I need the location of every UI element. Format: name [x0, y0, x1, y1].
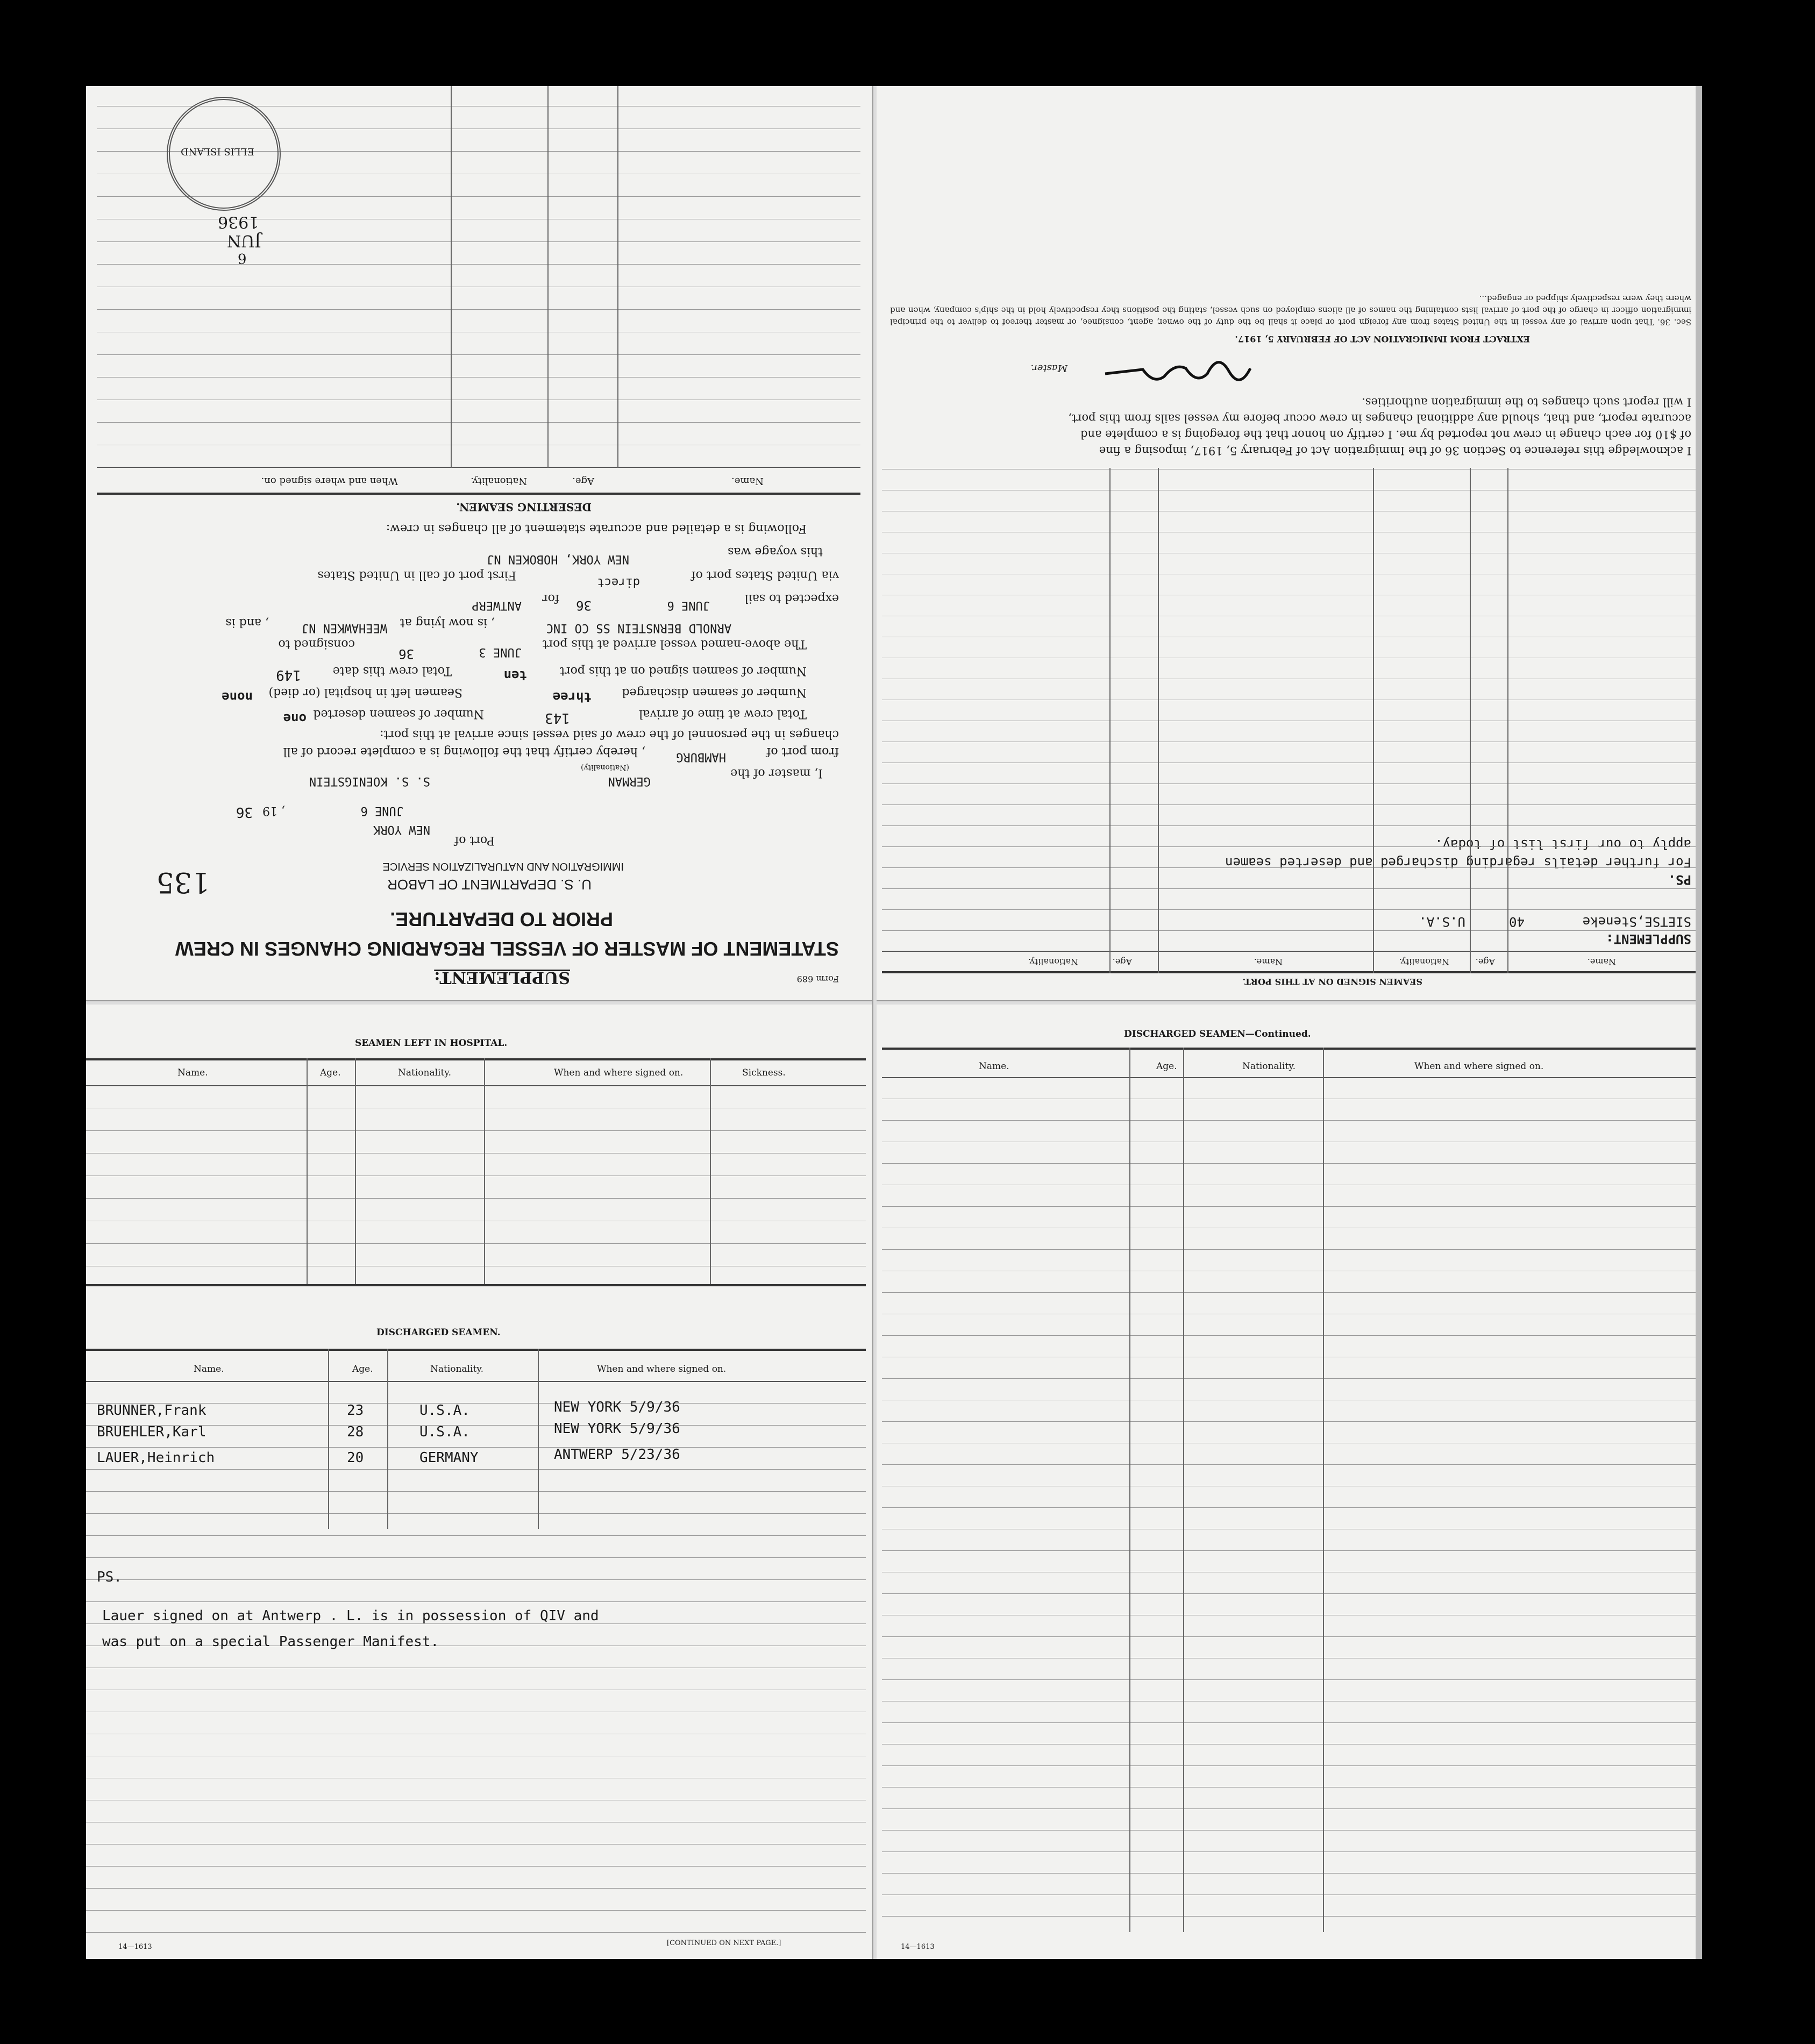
- signed-on-col-age-1: Age.: [1475, 957, 1495, 967]
- discharged-footer-continued: [CONTINUED ON NEXT PAGE.]: [667, 1939, 781, 1947]
- table-rule-line: [86, 1535, 866, 1536]
- hospital-col-nationality: Nationality.: [398, 1067, 452, 1078]
- changes-text: changes in the personnel of the crew of said vessel since arrival at this port:: [380, 728, 839, 741]
- signed-on-ps-label: PS.: [1668, 872, 1691, 887]
- hospital-col-name: Name.: [177, 1067, 208, 1078]
- total-crew-date-label: Total crew this date: [332, 664, 452, 678]
- voyage-label: this voyage was: [728, 545, 823, 558]
- discharged-col-name: Name.: [194, 1364, 224, 1374]
- supplement-label: SUPPLEMENT:: [1606, 931, 1691, 946]
- first-port-label: First port of call in United States: [317, 568, 516, 582]
- form-number: Form 689: [796, 974, 839, 984]
- year-value: 36: [236, 804, 253, 820]
- table-rule-line: [86, 1601, 866, 1602]
- table-rule-line: [882, 888, 1697, 889]
- document-sheet: [86, 86, 1702, 1959]
- signed-on-col-age-2: Age.: [1112, 957, 1132, 967]
- year-prefix: , 19: [262, 804, 285, 817]
- signed-on-table-body: [882, 468, 1697, 952]
- deserted-value: one: [283, 711, 307, 726]
- form-back-upside-down: [877, 86, 1702, 1000]
- table-rule-line: [97, 377, 860, 378]
- lying-label: , is now lying at: [400, 616, 495, 629]
- signed-on-heading: SEAMEN SIGNED ON AT THIS PORT.: [1242, 977, 1422, 987]
- acknowledge-line-4: I will report such changes to the immigration authorities.: [1362, 396, 1691, 409]
- signed-on-value: ten: [503, 668, 527, 683]
- total-crew-label: Total crew at time of arrival: [639, 707, 807, 721]
- signed-on-ps-text-2: apply to our first list of today.: [1435, 837, 1691, 852]
- stamp-day: 6: [238, 250, 247, 266]
- hospital-label: Seamen left in hospital (or died): [268, 686, 462, 699]
- extract-heading: EXTRACT FROM IMMIGRATION ACT OF FEBRUARY 5, 1917.: [1235, 334, 1530, 344]
- signed-on-col-name-1: Name.: [1587, 957, 1616, 967]
- discharged-cont-col-signed: When and where signed on.: [1414, 1061, 1544, 1072]
- table-rule-line: [882, 1163, 1697, 1164]
- stamp-text: ELLIS ISLAND: [181, 146, 254, 157]
- acknowledge-line-1: I acknowledge this reference to Section 36 of the Immigration Act of February 5, 1917, imposing a fine: [1099, 444, 1691, 457]
- for-label: for: [542, 592, 559, 605]
- fold-line-horizontal: [86, 1000, 1702, 1005]
- from-port-label: from port of: [766, 745, 839, 758]
- discharged-row-3-nationality: GERMANY: [419, 1450, 479, 1466]
- table-rule-line: [882, 1206, 1697, 1207]
- table-rule-line: [882, 1873, 1697, 1874]
- table-rule-line: [882, 1335, 1697, 1336]
- table-rule-line: [882, 1421, 1697, 1422]
- signed-on-label: Number of seamen signed on at this port: [560, 664, 807, 678]
- signed-on-ps-text-1: For further details regarding discharged and deserted seamen: [1225, 855, 1691, 870]
- deserting-heading: DESERTING SEAMEN.: [456, 501, 592, 514]
- via-label: via United States port of: [691, 568, 839, 582]
- nationality-value: GERMAN: [608, 774, 651, 788]
- discharged-continued-page: [877, 1005, 1702, 1959]
- ellis-island-stamp: [167, 97, 281, 211]
- fold-line-vertical: [872, 86, 877, 1959]
- table-rule-line: [86, 1866, 866, 1867]
- discharged-label: Number of seamen discharged: [622, 686, 807, 699]
- discharged-ps-label: PS.: [97, 1569, 122, 1585]
- hospital-heading: SEAMEN LEFT IN HOSPITAL.: [355, 1038, 508, 1049]
- date-value: JUNE 6: [360, 804, 403, 817]
- port-value: NEW YORK: [373, 823, 430, 836]
- table-rule-line: [882, 846, 1697, 847]
- master-signature: [1094, 352, 1256, 395]
- deserting-col-name: Name.: [731, 475, 764, 487]
- table-rule-line: [882, 1378, 1697, 1379]
- discharged-heading: DISCHARGED SEAMEN.: [376, 1327, 501, 1338]
- table-rule-line: [86, 1198, 866, 1199]
- table-rule-line: [97, 264, 860, 265]
- deserting-col-nationality: Nationality.: [471, 475, 527, 487]
- form-title-line-1: STATEMENT OF MASTER OF VESSEL REGARDING CHANGES IN CREW: [175, 938, 839, 960]
- service-name: IMMIGRATION AND NATURALIZATION SERVICE: [382, 860, 624, 872]
- table-rule-line: [882, 1593, 1697, 1594]
- table-rule-line: [882, 1722, 1697, 1723]
- sail-date: JUNE 6: [667, 599, 710, 612]
- discharged-row-2-signed: NEW YORK 5/9/36: [554, 1421, 680, 1437]
- table-rule-line: [97, 309, 860, 310]
- deserting-col-signed: When and where signed on.: [261, 475, 398, 487]
- acknowledge-line-2: of $10 for each change in crew not reported by me. I certify on honor that the foregoing is a complete and: [1080, 428, 1691, 441]
- sheet-right-border: [1696, 86, 1702, 1959]
- signed-on-row-nationality: U.S.A.: [1419, 914, 1465, 929]
- table-rule-line: [86, 1130, 866, 1131]
- certify-text: , hereby certify that the following is a complete record of all: [283, 745, 645, 758]
- from-port-value: HAMBURG: [676, 750, 726, 764]
- first-port-value: NEW YORK, HOBOKEN NJ: [487, 552, 629, 566]
- discharged-row-3-signed: ANTWERP 5/23/36: [554, 1447, 680, 1463]
- discharged-cont-col-nationality: Nationality.: [1242, 1061, 1296, 1072]
- discharged-row-1-signed: NEW YORK 5/9/36: [554, 1399, 680, 1415]
- table-rule-line: [86, 1910, 866, 1911]
- supplement-heading: SUPPLEMENT:: [434, 968, 570, 987]
- table-rule-line: [86, 1491, 866, 1492]
- table-rule-line: [882, 1679, 1697, 1680]
- discharged-row-1-age: 23: [347, 1402, 364, 1419]
- discharged-row-3-age: 20: [347, 1450, 364, 1466]
- form-front-upside-down: [86, 86, 871, 1000]
- port-label: Port of: [454, 834, 495, 847]
- table-rule-line: [882, 1830, 1697, 1831]
- table-rule-line: [882, 1120, 1697, 1121]
- signed-on-col-nat-1: Nationality.: [1399, 957, 1449, 967]
- table-rule-line: [882, 1550, 1697, 1551]
- table-rule-line: [86, 1469, 866, 1470]
- discharged-row-2-age: 28: [347, 1424, 364, 1440]
- discharged-cont-col-age: Age.: [1156, 1061, 1177, 1072]
- table-rule-line: [86, 1888, 866, 1889]
- total-crew-date-value: 149: [276, 667, 301, 683]
- discharged-value: three: [552, 689, 592, 704]
- signed-on-col-name-2: Name.: [1254, 957, 1283, 967]
- table-rule-line: [86, 1447, 866, 1448]
- hospital-col-age: Age.: [320, 1067, 341, 1078]
- table-rule-line: [882, 1636, 1697, 1637]
- table-rule-line: [882, 1249, 1697, 1250]
- vessel-value: S. S. KOENIGSTEIN: [309, 774, 430, 788]
- acknowledge-line-3: accurate report, and that, should any additional changes in crew occur before my vessel sails from this port,: [1068, 412, 1691, 425]
- stamp-month: JUN: [227, 231, 261, 250]
- arrived-date: JUNE 3: [479, 645, 522, 659]
- hospital-table-body: [86, 1085, 866, 1284]
- discharged-row-1-name: BRUNNER,Frank: [97, 1402, 207, 1419]
- discharged-ps-line-2: was put on a special Passenger Manifest.: [102, 1634, 439, 1650]
- table-rule-line: [882, 909, 1697, 910]
- table-rule-line: [882, 1851, 1697, 1852]
- form-title-line-2: PRIOR TO DEPARTURE.: [390, 908, 613, 930]
- discharged-row-3-name: LAUER,Heinrich: [97, 1450, 215, 1466]
- total-crew-value: 143: [545, 710, 570, 726]
- master-text: I, master of the: [730, 766, 823, 780]
- table-rule-line: [882, 1292, 1697, 1293]
- arrived-year: 36: [398, 646, 414, 661]
- table-rule-line: [882, 930, 1697, 931]
- discharged-row-2-nationality: U.S.A.: [419, 1424, 470, 1440]
- hospital-and-discharged-page: [86, 1005, 871, 1959]
- discharged-row-1-nationality: U.S.A.: [419, 1402, 470, 1419]
- table-rule-line: [882, 1765, 1697, 1766]
- discharged-cont-footer-code: 14—1613: [901, 1943, 935, 1951]
- hospital-col-sickness: Sickness.: [742, 1067, 786, 1078]
- destination-value: ANTWERP: [472, 599, 522, 612]
- table-rule-line: [86, 1579, 866, 1580]
- table-rule-line: [97, 241, 860, 242]
- consignee-value: ARNOLD BERNSTEIN SS CO INC: [546, 621, 731, 635]
- table-rule-line: [882, 1464, 1697, 1465]
- table-rule-line: [86, 1557, 866, 1558]
- discharged-cont-col-name: Name.: [979, 1061, 1009, 1072]
- table-rule-line: [97, 422, 860, 423]
- arrived-text: The above-named vessel arrived at this port: [542, 637, 807, 651]
- expected-label: expected to sail: [744, 592, 839, 605]
- following-text: Following is a detailed and accurate statement of all changes in crew:: [386, 522, 807, 535]
- signed-on-row-name: SIETSE,Steneke: [1582, 914, 1691, 929]
- table-rule-line: [86, 1513, 866, 1514]
- signed-on-row-age: 40: [1509, 914, 1525, 929]
- table-rule-line: [882, 1916, 1697, 1917]
- table-rule-line: [882, 1808, 1697, 1809]
- deserted-label: Number of seamen deserted: [313, 707, 484, 721]
- master-label: Master.: [1030, 362, 1067, 374]
- table-rule-line: [882, 1507, 1697, 1508]
- lying-at-value: WEEHAWKEN NJ: [302, 621, 387, 635]
- discharged-col-signed: When and where signed on.: [597, 1364, 727, 1374]
- department-name: U. S. DEPARTMENT OF LABOR: [387, 877, 592, 893]
- discharged-ps-line-1: Lauer signed on at Antwerp . L. is in possession of QIV and: [102, 1608, 599, 1624]
- sail-year: 36: [576, 598, 592, 613]
- discharged-cont-table-body: [882, 1077, 1697, 1932]
- table-rule-line: [882, 825, 1697, 826]
- table-rule-line: [882, 867, 1697, 868]
- discharged-footer-code: 14—1613: [118, 1943, 152, 1951]
- discharged-row-2-name: BRUEHLER,Karl: [97, 1424, 207, 1440]
- table-rule-line: [86, 1932, 866, 1933]
- consigned-label: consigned to: [278, 637, 355, 651]
- hospital-value: none: [222, 689, 253, 704]
- stamp-year: 1936: [218, 212, 259, 231]
- table-rule-line: [86, 1243, 866, 1244]
- via-port-value: direct: [597, 575, 640, 589]
- table-rule-line: [97, 354, 860, 355]
- nationality-label: (Nationality): [581, 763, 629, 772]
- discharged-cont-heading: DISCHARGED SEAMEN—Continued.: [1124, 1029, 1311, 1039]
- and-is-label: , and is: [225, 616, 269, 629]
- sheet-number: 135: [156, 866, 210, 898]
- table-rule-line: [882, 804, 1697, 805]
- discharged-col-age: Age.: [352, 1364, 373, 1374]
- signed-on-col-nat-2: Nationality.: [1028, 957, 1078, 967]
- deserting-col-age: Age.: [572, 475, 594, 487]
- hospital-col-signed: When and where signed on.: [554, 1067, 684, 1078]
- extract-text: Sec. 36. That upon arrival of any vessel in the United States from any foreign port or place it shall be the duty of the owner, agent, consignee, or master thereof to deliver to the principal immigration officer in charge of the port of arrival lists containing the names of all aliens employed on such vessel, stating the positions they respectively hold in the ship's company, when and where they were respectively shipped or engaged...: [890, 294, 1691, 327]
- discharged-col-nationality: Nationality.: [430, 1364, 484, 1374]
